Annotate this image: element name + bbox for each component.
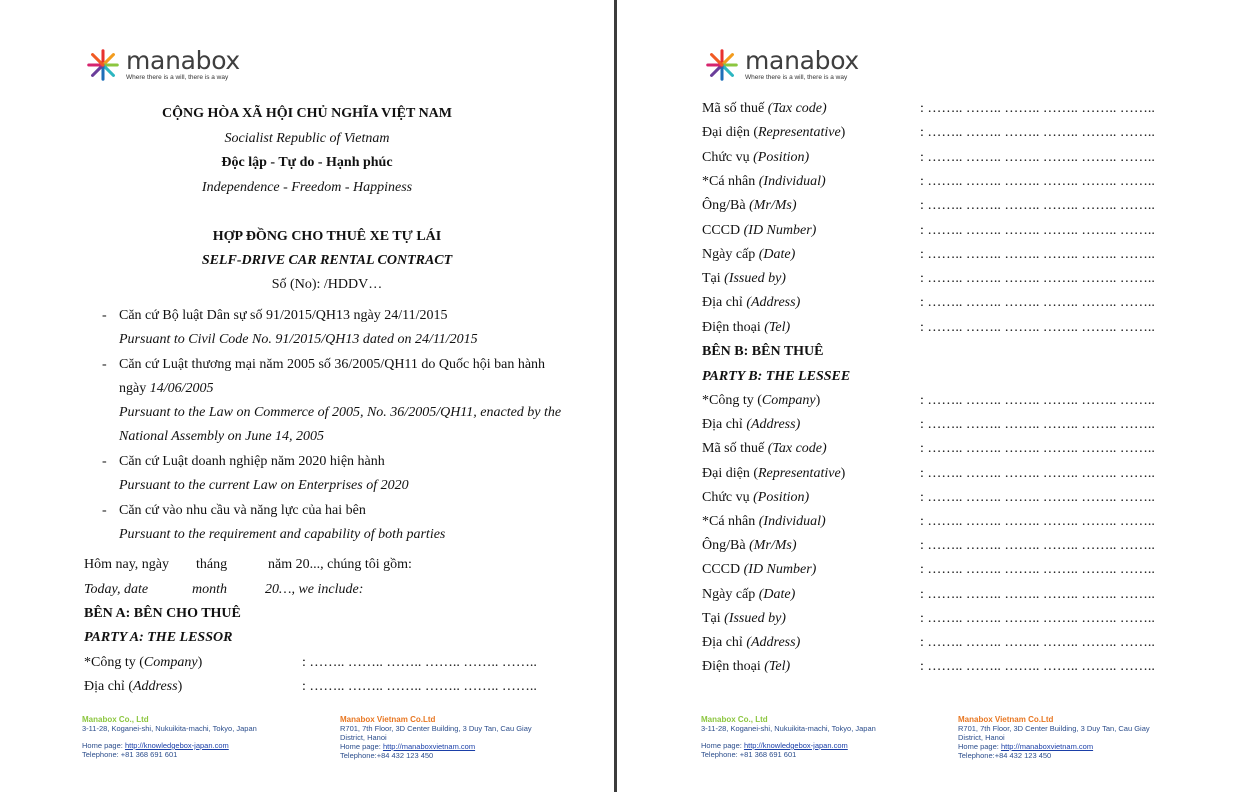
party-b-field-label: Ngày cấp (Date) bbox=[702, 586, 796, 602]
party-b-field-label: *Cá nhân (Individual) bbox=[702, 514, 826, 529]
party-b-field-input[interactable]: : …….. …….. …….. …….. …….. …….. bbox=[920, 465, 1155, 481]
party-a-heading-en: PARTY A: THE LESSOR bbox=[84, 630, 233, 645]
footer-japan bbox=[701, 715, 876, 759]
legal-basis-en-cont: National Assembly on June 14, 2005 bbox=[119, 429, 325, 444]
party-a-field-input[interactable]: : …….. …….. …….. …….. …….. …….. bbox=[920, 173, 1155, 189]
party-b-field-input[interactable]: : …….. …….. …….. …….. …….. …….. bbox=[920, 635, 1155, 650]
country-name-en: Socialist Republic of Vietnam bbox=[224, 131, 390, 146]
party-b-field-label: Tại (Issued by) bbox=[702, 610, 786, 626]
footer-address-cont: District, Hanoi bbox=[958, 733, 1005, 742]
legal-basis-en: Pursuant to Civil Code No. 91/2015/QH13 dated on 24/11/2015 bbox=[119, 332, 478, 347]
manabox-flower-icon bbox=[703, 46, 741, 84]
party-a-address-label: Địa chỉ (Address) bbox=[84, 679, 183, 694]
date-month-label-vi: tháng bbox=[196, 557, 228, 572]
date-day-label-vi: Hôm nay, ngày bbox=[84, 557, 170, 572]
legal-basis-vi: Căn cứ Bộ luật Dân sự số 91/2015/QH13 ngày 24/11/2015 bbox=[119, 308, 448, 323]
party-b-field-input[interactable]: : …….. …….. …….. …….. …….. …….. bbox=[920, 538, 1155, 554]
footer-telephone: Telephone: +81 368 691 601 bbox=[82, 750, 178, 759]
legal-basis-en: Pursuant to the current Law on Enterprises of 2020 bbox=[119, 478, 409, 493]
manabox-flower-icon bbox=[84, 46, 122, 84]
footer-homepage: Home page: http://knowledgebox-japan.com bbox=[82, 741, 229, 750]
footer-vietnam bbox=[340, 715, 570, 760]
motto-en: Independence - Freedom - Happiness bbox=[201, 180, 413, 195]
party-b-field-label: Ông/Bà (Mr/Ms) bbox=[702, 538, 797, 554]
footer-telephone: Telephone:+84 432 123 450 bbox=[340, 751, 434, 760]
party-b-field-label: Đại diện (Representative) bbox=[702, 465, 846, 481]
brand-tagline: Where there is a will, there is a way bbox=[745, 74, 848, 81]
party-a-field-label: Địa chỉ (Address) bbox=[702, 295, 801, 311]
footer-company-name: Manabox Vietnam Co.Ltd bbox=[958, 715, 1054, 724]
contract-page-2 bbox=[617, 0, 1233, 792]
party-b-field-input[interactable]: : …….. …….. …….. …….. …….. …….. bbox=[920, 586, 1155, 602]
party-a-field-label: Tại (Issued by) bbox=[702, 271, 786, 287]
brand-name: manabox bbox=[126, 46, 240, 75]
bullet-dash: - bbox=[102, 308, 107, 323]
country-name-vi: CỘNG HÒA XÃ HỘI CHỦ NGHĨA VIỆT NAM bbox=[161, 106, 452, 121]
party-b-field-input[interactable]: : …….. …….. …….. …….. …….. …….. bbox=[920, 514, 1155, 529]
party-b-field-label: *Công ty (Company) bbox=[702, 393, 821, 408]
footer-japan bbox=[82, 715, 257, 759]
party-b-field-label: Địa chỉ (Address) bbox=[702, 635, 801, 650]
legal-basis-vi-cont: ngày 14/06/2005 bbox=[119, 381, 214, 396]
homepage-link[interactable]: http://knowledgebox-japan.com bbox=[743, 741, 848, 750]
homepage-link[interactable]: http://knowledgebox-japan.com bbox=[124, 741, 229, 750]
footer-telephone: Telephone:+84 432 123 450 bbox=[958, 751, 1052, 760]
motto-vi: Độc lập - Tự do - Hạnh phúc bbox=[221, 155, 393, 170]
party-b-field-input[interactable]: : …….. …….. …….. …….. …….. …….. bbox=[920, 610, 1155, 626]
footer-vietnam bbox=[958, 715, 1188, 760]
footer-company-name: Manabox Vietnam Co.Ltd bbox=[340, 715, 436, 724]
date-day-label-en: Today, date bbox=[84, 582, 149, 597]
contract-number: Số (No): /HDDV… bbox=[271, 277, 383, 292]
brand-name: manabox bbox=[745, 46, 859, 75]
party-a-address-field[interactable]: : …….. …….. …….. …….. …….. …….. bbox=[302, 679, 537, 694]
party-a-heading-vi: BÊN A: BÊN CHO THUÊ bbox=[84, 606, 241, 621]
footer-address: 3-11-28, Koganei-shi, Nukuikita-machi, Tokyo, Japan bbox=[701, 724, 876, 733]
party-a-field-input[interactable]: : …….. …….. …….. …….. …….. …….. bbox=[920, 101, 1155, 116]
party-b-field-label: CCCD (ID Number) bbox=[702, 562, 817, 578]
contract-page-1 bbox=[0, 0, 614, 792]
party-b-field-label: Mã số thuế (Tax code) bbox=[702, 441, 827, 457]
footer-address-cont: District, Hanoi bbox=[340, 733, 387, 742]
footer-homepage: Home page: http://manaboxvietnam.com bbox=[340, 742, 476, 751]
party-a-field-input[interactable]: : …….. …….. …….. …….. …….. …….. bbox=[920, 271, 1155, 287]
date-year-label-en: 20…, we include: bbox=[265, 582, 364, 597]
party-b-field-input[interactable]: : …….. …….. …….. …….. …….. …….. bbox=[920, 417, 1155, 433]
party-a-field-label: Ông/Bà (Mr/Ms) bbox=[702, 198, 797, 214]
party-b-field-input[interactable]: : …….. …….. …….. …….. …….. …….. bbox=[920, 489, 1155, 505]
manabox-logo bbox=[84, 46, 240, 84]
party-a-field-label: Mã số thuế (Tax code) bbox=[702, 101, 827, 116]
brand-tagline: Where there is a will, there is a way bbox=[126, 74, 229, 81]
party-a-field-input[interactable]: : …….. …….. …….. …….. …….. …….. bbox=[920, 246, 1155, 262]
bullet-dash: - bbox=[102, 503, 107, 518]
party-b-field-label: Chức vụ (Position) bbox=[702, 489, 810, 505]
footer-address: R701, 7th Floor, 3D Center Building, 3 Duy Tan, Cau Giay bbox=[958, 724, 1150, 733]
legal-basis-vi: Căn cứ Luật doanh nghiệp năm 2020 hiện hành bbox=[119, 454, 385, 469]
bullet-dash: - bbox=[102, 357, 107, 372]
party-a-field-label: Ngày cấp (Date) bbox=[702, 246, 796, 262]
party-b-field-input[interactable]: : …….. …….. …….. …….. …….. …….. bbox=[920, 659, 1155, 675]
party-a-field-input[interactable]: : …….. …….. …….. …….. …….. …….. bbox=[920, 198, 1155, 214]
footer-address: R701, 7th Floor, 3D Center Building, 3 Duy Tan, Cau Giay bbox=[340, 724, 532, 733]
party-a-field-input[interactable]: : …….. …….. …….. …….. …….. …….. bbox=[920, 222, 1155, 238]
legal-basis-vi: Căn cứ Luật thương mại năm 2005 số 36/2005/QH11 do Quốc hội ban hành bbox=[119, 357, 546, 372]
party-a-field-label: Đại diện (Representative) bbox=[702, 125, 846, 141]
party-b-field-input[interactable]: : …….. …….. …….. …….. …….. …….. bbox=[920, 441, 1155, 457]
homepage-link[interactable]: http://manaboxvietnam.com bbox=[1000, 742, 1094, 751]
footer-company-name: Manabox Co., Ltd bbox=[82, 715, 149, 724]
legal-basis-vi: Căn cứ vào nhu cầu và năng lực của hai bên bbox=[119, 503, 366, 518]
party-a-field-label: CCCD (ID Number) bbox=[702, 222, 817, 238]
party-b-field-label: Địa chỉ (Address) bbox=[702, 417, 801, 433]
homepage-link[interactable]: http://manaboxvietnam.com bbox=[382, 742, 476, 751]
date-year-label-vi: năm 20..., chúng tôi gồm: bbox=[268, 557, 412, 572]
party-b-field-input[interactable]: : …….. …….. …….. …….. …….. …….. bbox=[920, 393, 1155, 408]
party-a-field-input[interactable]: : …….. …….. …….. …….. …….. …….. bbox=[920, 319, 1155, 335]
legal-basis-en: Pursuant to the requirement and capability of both parties bbox=[119, 527, 446, 542]
legal-basis-en: Pursuant to the Law on Commerce of 2005, No. 36/2005/QH11, enacted by the bbox=[119, 405, 562, 420]
party-b-heading-vi: BÊN B: BÊN THUÊ bbox=[702, 344, 824, 359]
party-b-field-label: Điện thoại (Tel) bbox=[702, 659, 791, 675]
contract-title-vi: HỢP ĐỒNG CHO THUÊ XE TỰ LÁI bbox=[212, 229, 442, 244]
party-a-field-label: Điện thoại (Tel) bbox=[702, 319, 791, 335]
footer-homepage: Home page: http://manaboxvietnam.com bbox=[958, 742, 1094, 751]
party-b-field-input[interactable]: : …….. …….. …….. …….. …….. …….. bbox=[920, 562, 1155, 578]
party-a-field-input[interactable]: : …….. …….. …….. …….. …….. …….. bbox=[920, 295, 1155, 311]
footer-telephone: Telephone: +81 368 691 601 bbox=[701, 750, 797, 759]
party-a-field-label: Chức vụ (Position) bbox=[702, 149, 810, 165]
footer-homepage: Home page: http://knowledgebox-japan.com bbox=[701, 741, 848, 750]
footer-company-name: Manabox Co., Ltd bbox=[701, 715, 768, 724]
bullet-dash: - bbox=[102, 454, 107, 469]
party-a-field-input[interactable]: : …….. …….. …….. …….. …….. …….. bbox=[920, 149, 1155, 165]
party-a-field-label: *Cá nhân (Individual) bbox=[702, 173, 826, 189]
party-a-company-field[interactable]: : …….. …….. …….. …….. …….. …….. bbox=[302, 655, 537, 670]
contract-title-en: SELF-DRIVE CAR RENTAL CONTRACT bbox=[201, 253, 453, 268]
party-b-heading-en: PARTY B: THE LESSEE bbox=[702, 369, 851, 384]
party-a-company-label: *Công ty (Company) bbox=[84, 655, 203, 670]
footer-address: 3-11-28, Koganei-shi, Nukuikita-machi, Tokyo, Japan bbox=[82, 724, 257, 733]
date-month-label-en: month bbox=[192, 582, 227, 597]
party-a-field-input[interactable]: : …….. …….. …….. …….. …….. …….. bbox=[920, 125, 1155, 141]
manabox-logo bbox=[703, 46, 859, 84]
